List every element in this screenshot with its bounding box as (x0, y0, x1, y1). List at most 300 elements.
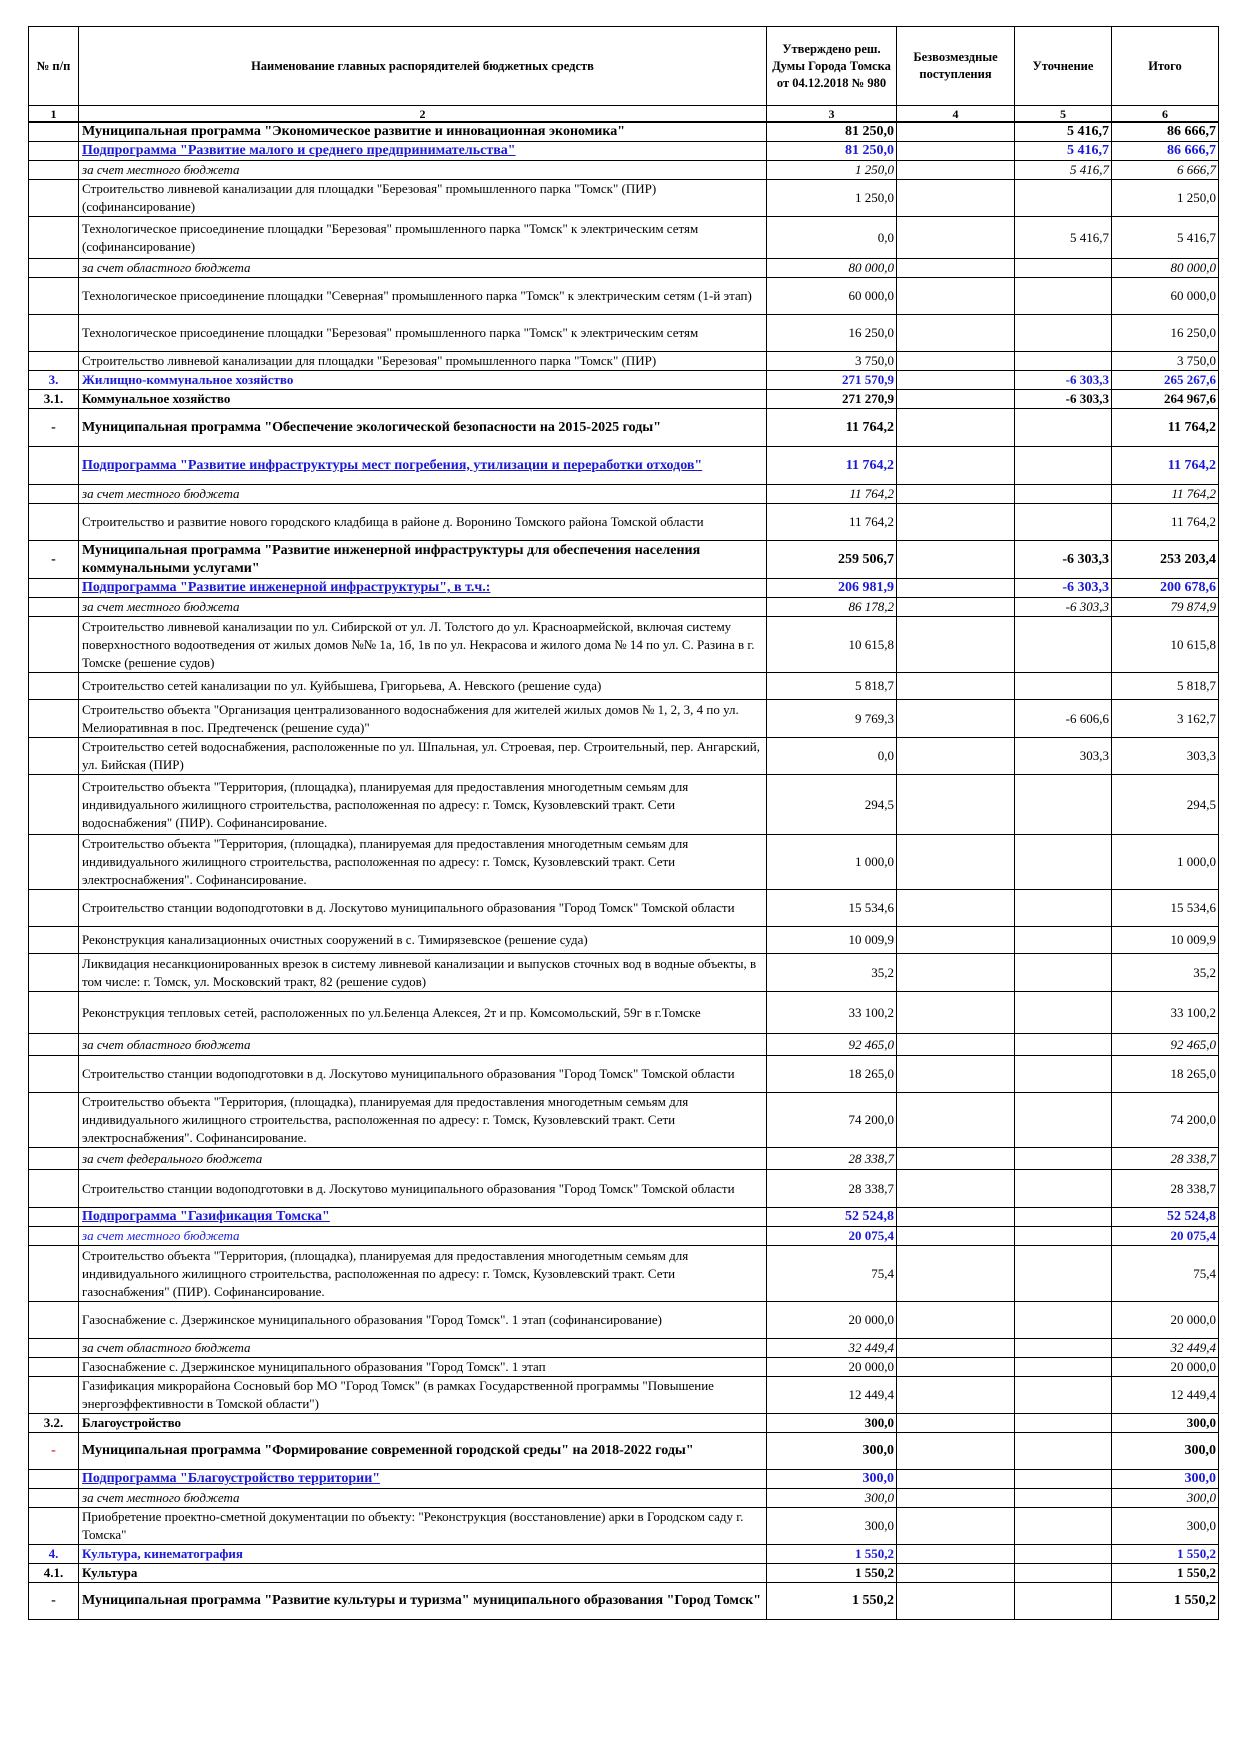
row-approved: 300,0 (767, 1489, 897, 1508)
row-number (29, 1470, 79, 1489)
row-total: 10 615,8 (1112, 617, 1219, 673)
row-total: 6 666,7 (1112, 161, 1219, 180)
row-number (29, 890, 79, 927)
row-name: Подпрограмма "Газификация Томска" (79, 1208, 767, 1227)
row-grants (897, 673, 1015, 700)
row-number: 4. (29, 1545, 79, 1564)
row-approved: 20 075,4 (767, 1227, 897, 1246)
row-number (29, 1170, 79, 1208)
row-clarification: 5 416,7 (1015, 122, 1112, 142)
row-approved: 11 764,2 (767, 447, 897, 485)
row-clarification (1015, 259, 1112, 278)
row-name: Реконструкция канализационных очистных сооружений в с. Тимирязевское (решение суда) (79, 927, 767, 954)
header-name: Наименование главных распорядителей бюджетных средств (79, 27, 767, 106)
column-number-row (29, 106, 1219, 123)
row-approved: 80 000,0 (767, 259, 897, 278)
table-row (29, 409, 1219, 447)
row-name: Жилищно-коммунальное хозяйство (79, 371, 767, 390)
row-clarification: -6 303,3 (1015, 371, 1112, 390)
table-row (29, 1056, 1219, 1093)
table-row (29, 673, 1219, 700)
row-grants (897, 1227, 1015, 1246)
table-row (29, 738, 1219, 775)
row-total: 52 524,8 (1112, 1208, 1219, 1227)
row-number (29, 122, 79, 142)
row-total: 200 678,6 (1112, 579, 1219, 598)
row-grants (897, 352, 1015, 371)
row-number (29, 315, 79, 352)
row-grants (897, 579, 1015, 598)
row-number (29, 1208, 79, 1227)
row-name: Культура (79, 1564, 767, 1583)
row-approved: 1 550,2 (767, 1545, 897, 1564)
row-grants (897, 1034, 1015, 1056)
row-total: 15 534,6 (1112, 890, 1219, 927)
row-name: Муниципальная программа "Развитие культуры и туризма" муниципального образования "Город Томск" (79, 1583, 767, 1620)
row-clarification (1015, 1545, 1112, 1564)
row-total: 300,0 (1112, 1433, 1219, 1470)
row-grants (897, 1358, 1015, 1377)
table-row (29, 485, 1219, 504)
row-number: - (29, 409, 79, 447)
row-name: за счет местного бюджета (79, 598, 767, 617)
row-total: 10 009,9 (1112, 927, 1219, 954)
row-number (29, 1302, 79, 1339)
budget-document (28, 26, 1218, 1620)
row-total: 28 338,7 (1112, 1170, 1219, 1208)
row-clarification (1015, 447, 1112, 485)
row-number (29, 180, 79, 217)
row-clarification (1015, 1583, 1112, 1620)
row-approved: 52 524,8 (767, 1208, 897, 1227)
row-name: Строительство ливневой канализации для площадки "Березовая" промышленного парка "Томск" (ПИР) (софинансирование) (79, 180, 767, 217)
row-grants (897, 598, 1015, 617)
row-clarification (1015, 1148, 1112, 1170)
row-number: 3.2. (29, 1414, 79, 1433)
row-clarification (1015, 890, 1112, 927)
row-clarification: -6 303,3 (1015, 541, 1112, 579)
row-name: Муниципальная программа "Развитие инженерной инфраструктуры для обеспечения населения коммунальными услугами" (79, 541, 767, 579)
row-total: 300,0 (1112, 1470, 1219, 1489)
row-number (29, 1148, 79, 1170)
row-grants (897, 161, 1015, 180)
row-clarification (1015, 954, 1112, 992)
table-row (29, 1339, 1219, 1358)
row-approved: 1 550,2 (767, 1583, 897, 1620)
row-grants (897, 217, 1015, 259)
table-row (29, 835, 1219, 890)
table-row (29, 1208, 1219, 1227)
row-grants (897, 1339, 1015, 1358)
row-clarification (1015, 1056, 1112, 1093)
row-clarification: -6 303,3 (1015, 598, 1112, 617)
row-grants (897, 541, 1015, 579)
row-clarification (1015, 927, 1112, 954)
row-name: Газоснабжение с. Дзержинское муниципального образования "Город Томск". 1 этап (79, 1358, 767, 1377)
row-number (29, 1358, 79, 1377)
row-grants (897, 890, 1015, 927)
row-approved: 12 449,4 (767, 1377, 897, 1414)
row-name: за счет местного бюджета (79, 485, 767, 504)
table-row (29, 447, 1219, 485)
row-approved: 16 250,0 (767, 315, 897, 352)
table-row (29, 1246, 1219, 1302)
row-approved: 271 270,9 (767, 390, 897, 409)
row-grants (897, 371, 1015, 390)
row-number (29, 1034, 79, 1056)
table-row (29, 541, 1219, 579)
row-total: 1 250,0 (1112, 180, 1219, 217)
row-name: за счет федерального бюджета (79, 1148, 767, 1170)
row-approved: 11 764,2 (767, 409, 897, 447)
row-number (29, 1056, 79, 1093)
row-total: 11 764,2 (1112, 409, 1219, 447)
row-name: Технологическое присоединение площадки "Березовая" промышленного парка "Томск" к электрическим сетям (софинансирование) (79, 217, 767, 259)
row-clarification (1015, 180, 1112, 217)
row-grants (897, 775, 1015, 835)
row-clarification (1015, 1208, 1112, 1227)
row-number (29, 579, 79, 598)
row-number (29, 835, 79, 890)
row-total: 20 000,0 (1112, 1302, 1219, 1339)
row-number (29, 217, 79, 259)
row-approved: 300,0 (767, 1433, 897, 1470)
row-number (29, 1227, 79, 1246)
table-row (29, 890, 1219, 927)
table-row (29, 1093, 1219, 1148)
table-row (29, 180, 1219, 217)
row-name: за счет областного бюджета (79, 1339, 767, 1358)
row-clarification (1015, 1093, 1112, 1148)
row-clarification: 5 416,7 (1015, 142, 1112, 161)
row-clarification (1015, 1227, 1112, 1246)
row-total: 300,0 (1112, 1489, 1219, 1508)
row-approved: 5 818,7 (767, 673, 897, 700)
row-clarification (1015, 775, 1112, 835)
row-grants (897, 1302, 1015, 1339)
table-row (29, 954, 1219, 992)
budget-table (28, 26, 1219, 1620)
row-number: 3. (29, 371, 79, 390)
row-approved: 60 000,0 (767, 278, 897, 315)
table-row (29, 1583, 1219, 1620)
row-clarification (1015, 1339, 1112, 1358)
row-total: 16 250,0 (1112, 315, 1219, 352)
table-row (29, 992, 1219, 1034)
row-grants (897, 1246, 1015, 1302)
row-total: 300,0 (1112, 1508, 1219, 1545)
table-row (29, 315, 1219, 352)
column-number: 6 (1112, 106, 1219, 123)
row-clarification: 303,3 (1015, 738, 1112, 775)
row-approved: 300,0 (767, 1414, 897, 1433)
column-number: 3 (767, 106, 897, 123)
row-approved: 28 338,7 (767, 1148, 897, 1170)
row-approved: 20 000,0 (767, 1358, 897, 1377)
table-row (29, 371, 1219, 390)
row-total: 35,2 (1112, 954, 1219, 992)
row-clarification: 5 416,7 (1015, 217, 1112, 259)
row-grants (897, 485, 1015, 504)
row-grants (897, 738, 1015, 775)
row-name: Строительство объекта "Территория, (площадка), планируемая для предоставления многодетным семьям для индивидуального жилищного строительства, расположенная по адресу: г. Томск, Кузовлевский тракт. Сети водоснабжения" (ПИР). Софинансирование. (79, 775, 767, 835)
row-total: 86 666,7 (1112, 122, 1219, 142)
row-clarification (1015, 992, 1112, 1034)
row-name: Строительство сетей водоснабжения, расположенные по ул. Шпальная, ул. Строевая, пер. Строительный, пер. Ангарский, ул. Бийская (ПИР) (79, 738, 767, 775)
table-row (29, 278, 1219, 315)
row-name: Муниципальная программа "Формирование современной городской среды" на 2018-2022 годы" (79, 1433, 767, 1470)
table-row (29, 1564, 1219, 1583)
row-name: Благоустройство (79, 1414, 767, 1433)
table-row (29, 775, 1219, 835)
row-number (29, 992, 79, 1034)
row-name: Подпрограмма "Развитие малого и среднего предпринимательства" (79, 142, 767, 161)
table-row (29, 217, 1219, 259)
row-name: за счет местного бюджета (79, 1227, 767, 1246)
column-number: 5 (1015, 106, 1112, 123)
row-approved: 35,2 (767, 954, 897, 992)
row-total: 1 550,2 (1112, 1564, 1219, 1583)
row-number: 4.1. (29, 1564, 79, 1583)
header-approved: Утверждено реш. Думы Города Томска от 04.12.2018 № 980 (767, 27, 897, 106)
row-number (29, 954, 79, 992)
row-approved: 271 570,9 (767, 371, 897, 390)
row-number (29, 738, 79, 775)
row-approved: 0,0 (767, 738, 897, 775)
row-grants (897, 278, 1015, 315)
row-clarification (1015, 673, 1112, 700)
row-name: Ликвидация несанкционированных врезок в систему ливневой канализации и выпусков сточных вод в водные объекты, в том числе: г. Томск, ул. Московский тракт, 82 (решение судов) (79, 954, 767, 992)
row-total: 60 000,0 (1112, 278, 1219, 315)
table-row (29, 1170, 1219, 1208)
row-number: 3.1. (29, 390, 79, 409)
row-grants (897, 992, 1015, 1034)
row-grants (897, 409, 1015, 447)
row-grants (897, 1489, 1015, 1508)
table-row (29, 390, 1219, 409)
row-total: 32 449,4 (1112, 1339, 1219, 1358)
row-grants (897, 1564, 1015, 1583)
row-name: Строительство станции водоподготовки в д. Лоскутово муниципального образования "Город Томск" Томской области (79, 890, 767, 927)
row-approved: 9 769,3 (767, 700, 897, 738)
row-total: 303,3 (1112, 738, 1219, 775)
row-grants (897, 180, 1015, 217)
row-approved: 11 764,2 (767, 485, 897, 504)
row-total: 86 666,7 (1112, 142, 1219, 161)
row-approved: 300,0 (767, 1508, 897, 1545)
row-total: 79 874,9 (1112, 598, 1219, 617)
row-clarification: -6 303,3 (1015, 390, 1112, 409)
row-name: Строительство объекта "Территория, (площадка), планируемая для предоставления многодетным семьям для индивидуального жилищного строительства, расположенная по адресу: г. Томск, Кузовлевский тракт. Сети электроснабжения". Софинансирование. (79, 835, 767, 890)
row-approved: 1 000,0 (767, 835, 897, 890)
row-clarification (1015, 1377, 1112, 1414)
row-grants (897, 122, 1015, 142)
table-row (29, 352, 1219, 371)
table-body (29, 122, 1219, 1620)
column-number: 2 (79, 106, 767, 123)
column-number: 1 (29, 106, 79, 123)
row-number (29, 352, 79, 371)
table-row (29, 927, 1219, 954)
row-number (29, 1246, 79, 1302)
table-row (29, 122, 1219, 142)
row-grants (897, 1056, 1015, 1093)
table-row (29, 1377, 1219, 1414)
row-clarification: -6 303,3 (1015, 579, 1112, 598)
row-grants (897, 504, 1015, 541)
row-approved: 86 178,2 (767, 598, 897, 617)
row-number (29, 598, 79, 617)
row-clarification (1015, 1358, 1112, 1377)
row-approved: 1 250,0 (767, 161, 897, 180)
row-approved: 74 200,0 (767, 1093, 897, 1148)
row-number (29, 1093, 79, 1148)
row-clarification (1015, 1433, 1112, 1470)
table-row (29, 1545, 1219, 1564)
row-total: 11 764,2 (1112, 504, 1219, 541)
row-clarification (1015, 835, 1112, 890)
row-total: 1 550,2 (1112, 1583, 1219, 1620)
row-number (29, 504, 79, 541)
row-number: - (29, 541, 79, 579)
row-name: Строительство сетей канализации по ул. Куйбышева, Григорьева, А. Невского (решение суда) (79, 673, 767, 700)
row-number: - (29, 1583, 79, 1620)
row-grants (897, 1583, 1015, 1620)
row-total: 3 162,7 (1112, 700, 1219, 738)
row-approved: 33 100,2 (767, 992, 897, 1034)
row-number (29, 485, 79, 504)
row-clarification (1015, 485, 1112, 504)
row-total: 265 267,6 (1112, 371, 1219, 390)
header-clarification: Уточнение (1015, 27, 1112, 106)
row-total: 33 100,2 (1112, 992, 1219, 1034)
row-name: Культура, кинематография (79, 1545, 767, 1564)
row-grants (897, 1433, 1015, 1470)
row-grants (897, 1508, 1015, 1545)
table-row (29, 579, 1219, 598)
row-grants (897, 1148, 1015, 1170)
row-name: за счет областного бюджета (79, 1034, 767, 1056)
row-grants (897, 315, 1015, 352)
table-row (29, 1433, 1219, 1470)
row-name: за счет местного бюджета (79, 161, 767, 180)
row-approved: 1 250,0 (767, 180, 897, 217)
header-num: № п/п (29, 27, 79, 106)
row-clarification (1015, 1564, 1112, 1583)
row-grants (897, 927, 1015, 954)
row-name: Технологическое присоединение площадки "Березовая" промышленного парка "Томск" к электрическим сетям (79, 315, 767, 352)
table-row (29, 1489, 1219, 1508)
row-clarification (1015, 617, 1112, 673)
header-total: Итого (1112, 27, 1219, 106)
row-grants (897, 617, 1015, 673)
row-total: 92 465,0 (1112, 1034, 1219, 1056)
row-total: 80 000,0 (1112, 259, 1219, 278)
row-total: 1 550,2 (1112, 1545, 1219, 1564)
row-grants (897, 700, 1015, 738)
row-clarification (1015, 315, 1112, 352)
row-name: Муниципальная программа "Обеспечение экологической безопасности на 2015-2025 годы" (79, 409, 767, 447)
column-number: 4 (897, 106, 1015, 123)
row-clarification (1015, 1414, 1112, 1433)
row-approved: 10 615,8 (767, 617, 897, 673)
row-approved: 3 750,0 (767, 352, 897, 371)
row-grants (897, 835, 1015, 890)
row-grants (897, 259, 1015, 278)
row-clarification (1015, 504, 1112, 541)
row-clarification (1015, 1302, 1112, 1339)
row-number (29, 1489, 79, 1508)
row-name: Строительство объекта "Территория, (площадка), планируемая для предоставления многодетным семьям для индивидуального жилищного строительства, расположенная по адресу: г. Томск, Кузовлевский тракт. Сети электроснабжения". Софинансирование. (79, 1093, 767, 1148)
row-number (29, 673, 79, 700)
table-row (29, 142, 1219, 161)
row-approved: 300,0 (767, 1470, 897, 1489)
row-total: 18 265,0 (1112, 1056, 1219, 1093)
row-name: Муниципальная программа "Экономическое развитие и инновационная экономика" (79, 122, 767, 142)
table-row (29, 504, 1219, 541)
table-row (29, 700, 1219, 738)
row-number (29, 617, 79, 673)
row-approved: 92 465,0 (767, 1034, 897, 1056)
row-approved: 15 534,6 (767, 890, 897, 927)
row-total: 74 200,0 (1112, 1093, 1219, 1148)
row-total: 75,4 (1112, 1246, 1219, 1302)
row-name: Строительство объекта "Территория, (площадка), планируемая для предоставления многодетным семьям для индивидуального жилищного строительства, расположенная по адресу: г. Томск, Кузовлевский тракт. Сети газоснабжения" (ПИР). Софинансирование. (79, 1246, 767, 1302)
row-grants (897, 142, 1015, 161)
row-total: 300,0 (1112, 1414, 1219, 1433)
row-approved: 28 338,7 (767, 1170, 897, 1208)
row-total: 20 075,4 (1112, 1227, 1219, 1246)
row-clarification (1015, 1170, 1112, 1208)
row-name: Строительство ливневой канализации для площадки "Березовая" промышленного парка "Томск" (ПИР) (79, 352, 767, 371)
row-name: Приобретение проектно-сметной документации по объекту: "Реконструкция (восстановление) арки в Городском саду г. Томска" (79, 1508, 767, 1545)
row-name: Строительство и развитие нового городского кладбища в районе д. Воронино Томского района Томской области (79, 504, 767, 541)
row-name: за счет областного бюджета (79, 259, 767, 278)
row-grants (897, 1208, 1015, 1227)
row-name: Коммунальное хозяйство (79, 390, 767, 409)
row-approved: 11 764,2 (767, 504, 897, 541)
row-total: 12 449,4 (1112, 1377, 1219, 1414)
row-total: 11 764,2 (1112, 447, 1219, 485)
row-approved: 0,0 (767, 217, 897, 259)
row-clarification: -6 606,6 (1015, 700, 1112, 738)
row-name: Строительство станции водоподготовки в д. Лоскутово муниципального образования "Город Томск" Томской области (79, 1170, 767, 1208)
row-approved: 32 449,4 (767, 1339, 897, 1358)
row-number (29, 775, 79, 835)
row-total: 1 000,0 (1112, 835, 1219, 890)
row-total: 264 967,6 (1112, 390, 1219, 409)
row-name: Технологическое присоединение площадки "Северная" промышленного парка "Томск" к электрическим сетям (1-й этап) (79, 278, 767, 315)
row-name: Газоснабжение с. Дзержинское муниципального образования "Город Томск". 1 этап (софинансирование) (79, 1302, 767, 1339)
row-name: Строительство станции водоподготовки в д. Лоскутово муниципального образования "Город Томск" Томской области (79, 1056, 767, 1093)
row-approved: 1 550,2 (767, 1564, 897, 1583)
row-approved: 294,5 (767, 775, 897, 835)
row-name: Подпрограмма "Благоустройство территории" (79, 1470, 767, 1489)
table-row (29, 259, 1219, 278)
row-number (29, 447, 79, 485)
table-row (29, 598, 1219, 617)
row-grants (897, 1414, 1015, 1433)
table-row (29, 1358, 1219, 1377)
row-clarification (1015, 1508, 1112, 1545)
row-clarification (1015, 1489, 1112, 1508)
row-approved: 10 009,9 (767, 927, 897, 954)
row-name: за счет местного бюджета (79, 1489, 767, 1508)
row-approved: 81 250,0 (767, 142, 897, 161)
row-approved: 20 000,0 (767, 1302, 897, 1339)
row-clarification (1015, 1470, 1112, 1489)
row-grants (897, 390, 1015, 409)
